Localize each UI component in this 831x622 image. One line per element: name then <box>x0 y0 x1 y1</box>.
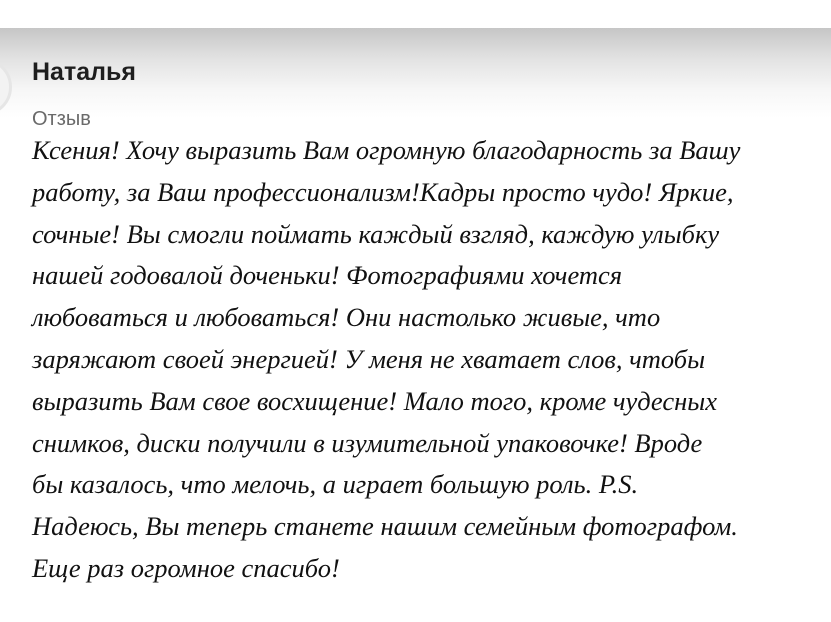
review-label: Отзыв <box>32 108 91 130</box>
review-text-line: Ксения! Хочу выразить Вам огромную благодарность за Вашу <box>32 135 741 165</box>
review-text-line: снимков, диски получили в изумительной упаковочке! Вроде <box>32 427 703 458</box>
review-text-line: Еще раз огромное спасибо! <box>32 552 340 583</box>
review-text-line: любоваться и любоваться! Они настолько живые, что <box>32 302 661 333</box>
review-author: Наталья <box>32 58 136 86</box>
review-text-line: бы казалось, что мелочь, а играет большую роль. P.S. <box>32 469 639 500</box>
review-text <box>32 130 824 590</box>
review-text-line: выразить Вам свое восхищение! Мало того, кроме чудесных <box>32 385 717 416</box>
review-text-line: нашей годовалой доченьки! Фотографиями хочется <box>32 260 623 291</box>
review-text-line: сочные! Вы смогли поймать каждый взгляд, каждую улыбку <box>32 218 720 249</box>
review-card <box>32 56 824 590</box>
review-text-line: работу, за Ваш профессионализм!Кадры просто чудо! Яркие, <box>32 176 734 207</box>
review-text-line: Надеюсь, Вы теперь станете нашим семейным фотографом. <box>32 511 738 542</box>
review-text-line: заряжают своей энергией! У меня не хватает слов, чтобы <box>32 343 706 374</box>
top-band <box>0 0 831 28</box>
